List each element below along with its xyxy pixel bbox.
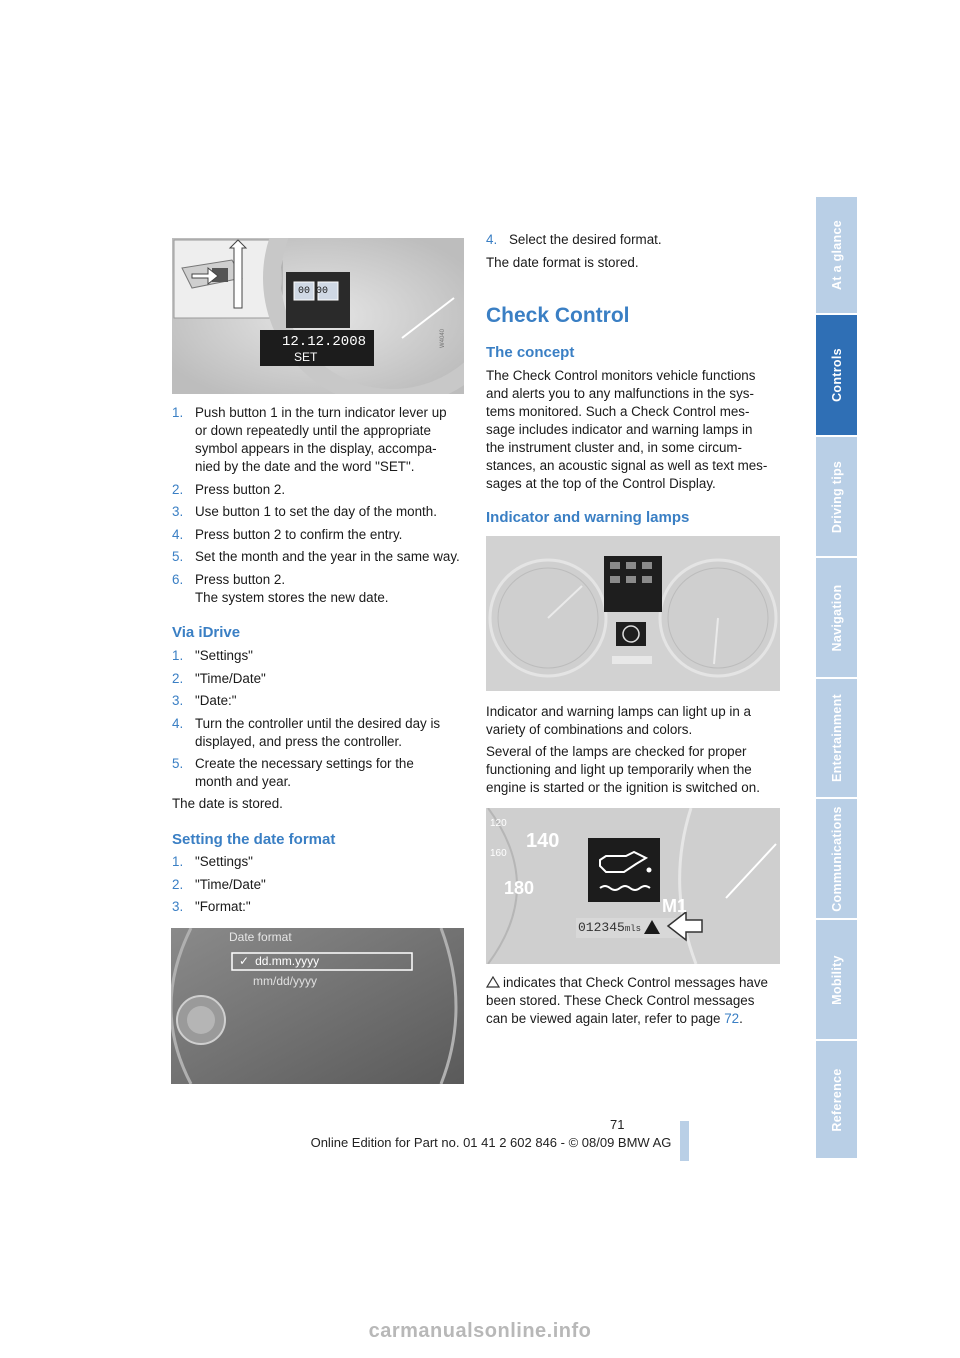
step-line: Press button 2. bbox=[195, 481, 286, 497]
step-number: 4. bbox=[172, 715, 184, 731]
tab-controls[interactable] bbox=[816, 315, 857, 437]
menu-option-selected: ✓ dd.mm.yyyy bbox=[239, 954, 320, 968]
paragraph-line: and alerts you to any malfunctions in the sys- bbox=[486, 386, 754, 401]
step-text bbox=[195, 755, 414, 791]
step-number: 1. bbox=[172, 405, 184, 420]
paragraph-line: variety of combinations and colors. bbox=[486, 722, 693, 737]
step-line: "Settings" bbox=[195, 648, 253, 663]
step-number: 6. bbox=[172, 571, 184, 587]
display-digits: 00 00 bbox=[298, 286, 329, 297]
warning-paragraph bbox=[486, 974, 786, 1028]
step-line: Push button 1 in the turn indicator lever up bbox=[195, 405, 447, 420]
speed-label-120: 120 bbox=[490, 818, 507, 829]
step-line: "Time/Date" bbox=[195, 670, 266, 686]
step-line: "Date:" bbox=[195, 693, 237, 708]
page-72-link[interactable]: 72 bbox=[724, 1011, 740, 1026]
speed-label-160: 160 bbox=[490, 848, 507, 859]
step-line: Set the month and the year in the same way. bbox=[195, 549, 460, 564]
chapter-tabs bbox=[816, 197, 857, 1160]
date-format-menu-illustration bbox=[171, 928, 464, 1084]
odometer-value: 012345mls bbox=[578, 920, 642, 935]
step-text bbox=[195, 404, 447, 476]
step-line: symbol appears in the display, accompa- bbox=[195, 441, 437, 456]
heading-date-format: Setting the date format bbox=[172, 831, 336, 848]
paragraph-line: tems monitored. Such a Check Control mes- bbox=[486, 404, 750, 419]
speed-label-180: 180 bbox=[504, 878, 535, 898]
step-number: 3. bbox=[172, 504, 184, 519]
step-line: displayed, and press the controller. bbox=[195, 733, 402, 749]
warning-line-2: been stored. These Check Control messages bbox=[486, 993, 755, 1008]
heading-the-concept: The concept bbox=[486, 344, 575, 361]
step-line: Turn the controller until the desired day is bbox=[195, 715, 441, 731]
step-text bbox=[195, 853, 253, 871]
tab-label: Communications bbox=[829, 805, 844, 912]
paragraph-line: Indicator and warning lamps can light up in a bbox=[486, 704, 751, 719]
step-text bbox=[195, 503, 437, 521]
paragraph-line: sage includes indicator and warning lamps in bbox=[486, 422, 753, 437]
paragraph-line: Several of the lamps are checked for proper bbox=[486, 744, 747, 759]
step-line: nied by the date and the word "SET". bbox=[195, 459, 415, 474]
watermark: carmanualsonline.info bbox=[368, 1320, 592, 1342]
warning-line-3: can be viewed again later, refer to page 72. bbox=[486, 1011, 743, 1026]
step-line: "Settings" bbox=[195, 854, 253, 869]
tab-label: At a glance bbox=[829, 220, 844, 290]
step-number: 3. bbox=[172, 899, 184, 914]
tab-reference[interactable] bbox=[816, 1041, 857, 1160]
step-number: 2. bbox=[172, 481, 184, 497]
instrument-cluster-illustration bbox=[486, 536, 780, 691]
paragraph-line: The Check Control monitors vehicle functions bbox=[486, 368, 756, 383]
tab-mobility[interactable] bbox=[816, 920, 857, 1041]
tab-label: Navigation bbox=[829, 584, 844, 651]
step-text bbox=[195, 898, 251, 916]
step-number: 3. bbox=[172, 693, 184, 708]
heading-via-idrive: Via iDrive bbox=[172, 624, 241, 641]
edition-footer: Online Edition for Part no. 01 41 2 602 846 - © 08/09 BMW AG bbox=[310, 1135, 672, 1150]
step-line: Create the necessary settings for the bbox=[195, 756, 414, 771]
paragraph-line: functioning and light up temporarily when the bbox=[486, 762, 752, 777]
page-marker-bar bbox=[680, 1121, 689, 1161]
tab-communications[interactable] bbox=[816, 799, 857, 920]
heading-check-control: Check Control bbox=[486, 304, 630, 327]
instrument-cluster-photo bbox=[486, 536, 780, 691]
step-text bbox=[195, 692, 237, 710]
tab-entertainment[interactable] bbox=[816, 679, 857, 799]
menu-title: Date format bbox=[229, 930, 292, 944]
heading-indicator-lamps: Indicator and warning lamps bbox=[486, 509, 690, 526]
step-line: Press button 2 to confirm the entry. bbox=[195, 526, 403, 542]
tab-label: Mobility bbox=[829, 954, 844, 1005]
tab-at-a-glance[interactable] bbox=[816, 197, 857, 315]
step-text bbox=[195, 715, 440, 751]
step-text bbox=[195, 481, 285, 499]
step-line: Use button 1 to set the day of the month. bbox=[195, 504, 437, 519]
concept-paragraph bbox=[486, 367, 786, 493]
paragraph-line: engine is started or the ignition is switched on. bbox=[486, 780, 760, 795]
date-stored-text: The date is stored. bbox=[172, 796, 283, 811]
step-text bbox=[195, 571, 389, 607]
page-number: 71 bbox=[610, 1117, 625, 1132]
step-number: 5. bbox=[172, 756, 184, 771]
step-number: 2. bbox=[172, 670, 184, 686]
step-line: "Format:" bbox=[195, 899, 251, 914]
step-number: 1. bbox=[172, 648, 184, 663]
step-line: Press button 2. bbox=[195, 571, 286, 587]
step-number: 1. bbox=[172, 854, 184, 869]
step-text bbox=[195, 647, 253, 665]
date-format-menu-photo bbox=[171, 928, 464, 1084]
menu-option-other: mm/dd/yyyy bbox=[253, 974, 318, 988]
step-line: The system stores the new date. bbox=[195, 589, 389, 605]
gear-indicator: M1 bbox=[662, 896, 688, 916]
warning-triangle-icon bbox=[486, 976, 500, 988]
step-number: 5. bbox=[172, 549, 184, 564]
step-text bbox=[195, 670, 266, 688]
oil-warning-photo bbox=[486, 808, 780, 964]
step-number: 4. bbox=[172, 526, 184, 542]
tab-label: Driving tips bbox=[829, 460, 844, 533]
paragraph-line: sages at the top of the Control Display. bbox=[486, 476, 716, 491]
step-text bbox=[195, 526, 402, 544]
format-stored-text: The date format is stored. bbox=[486, 255, 639, 270]
tab-label: Reference bbox=[829, 1067, 844, 1132]
tab-driving-tips[interactable] bbox=[816, 437, 857, 558]
tab-navigation[interactable] bbox=[816, 558, 857, 679]
step-number: 2. bbox=[172, 876, 184, 892]
paragraph-line: stances, an acoustic signal as well as text mes- bbox=[486, 458, 768, 473]
tab-label: Entertainment bbox=[829, 694, 844, 782]
step-text bbox=[195, 548, 460, 566]
warning-line-1: indicates that Check Control messages have bbox=[486, 974, 786, 992]
step-text bbox=[195, 876, 266, 894]
lever-display-illustration bbox=[172, 238, 464, 394]
step-line: "Time/Date" bbox=[195, 876, 266, 892]
step-line: month and year. bbox=[195, 774, 292, 789]
display-date-text: 12.12.2008 bbox=[282, 334, 367, 350]
speed-label-140: 140 bbox=[526, 830, 560, 852]
step-line: or down repeatedly until the appropriate bbox=[195, 423, 431, 438]
lamps-paragraph-1 bbox=[486, 703, 751, 739]
paragraph-line: the instrument cluster and, in some circum- bbox=[486, 440, 743, 455]
display-set-text: SET bbox=[294, 350, 318, 364]
tab-label: Controls bbox=[829, 348, 844, 402]
lamps-paragraph-2 bbox=[486, 743, 760, 797]
photo-code: W4040 bbox=[440, 328, 446, 348]
lever-display-photo bbox=[172, 238, 464, 394]
